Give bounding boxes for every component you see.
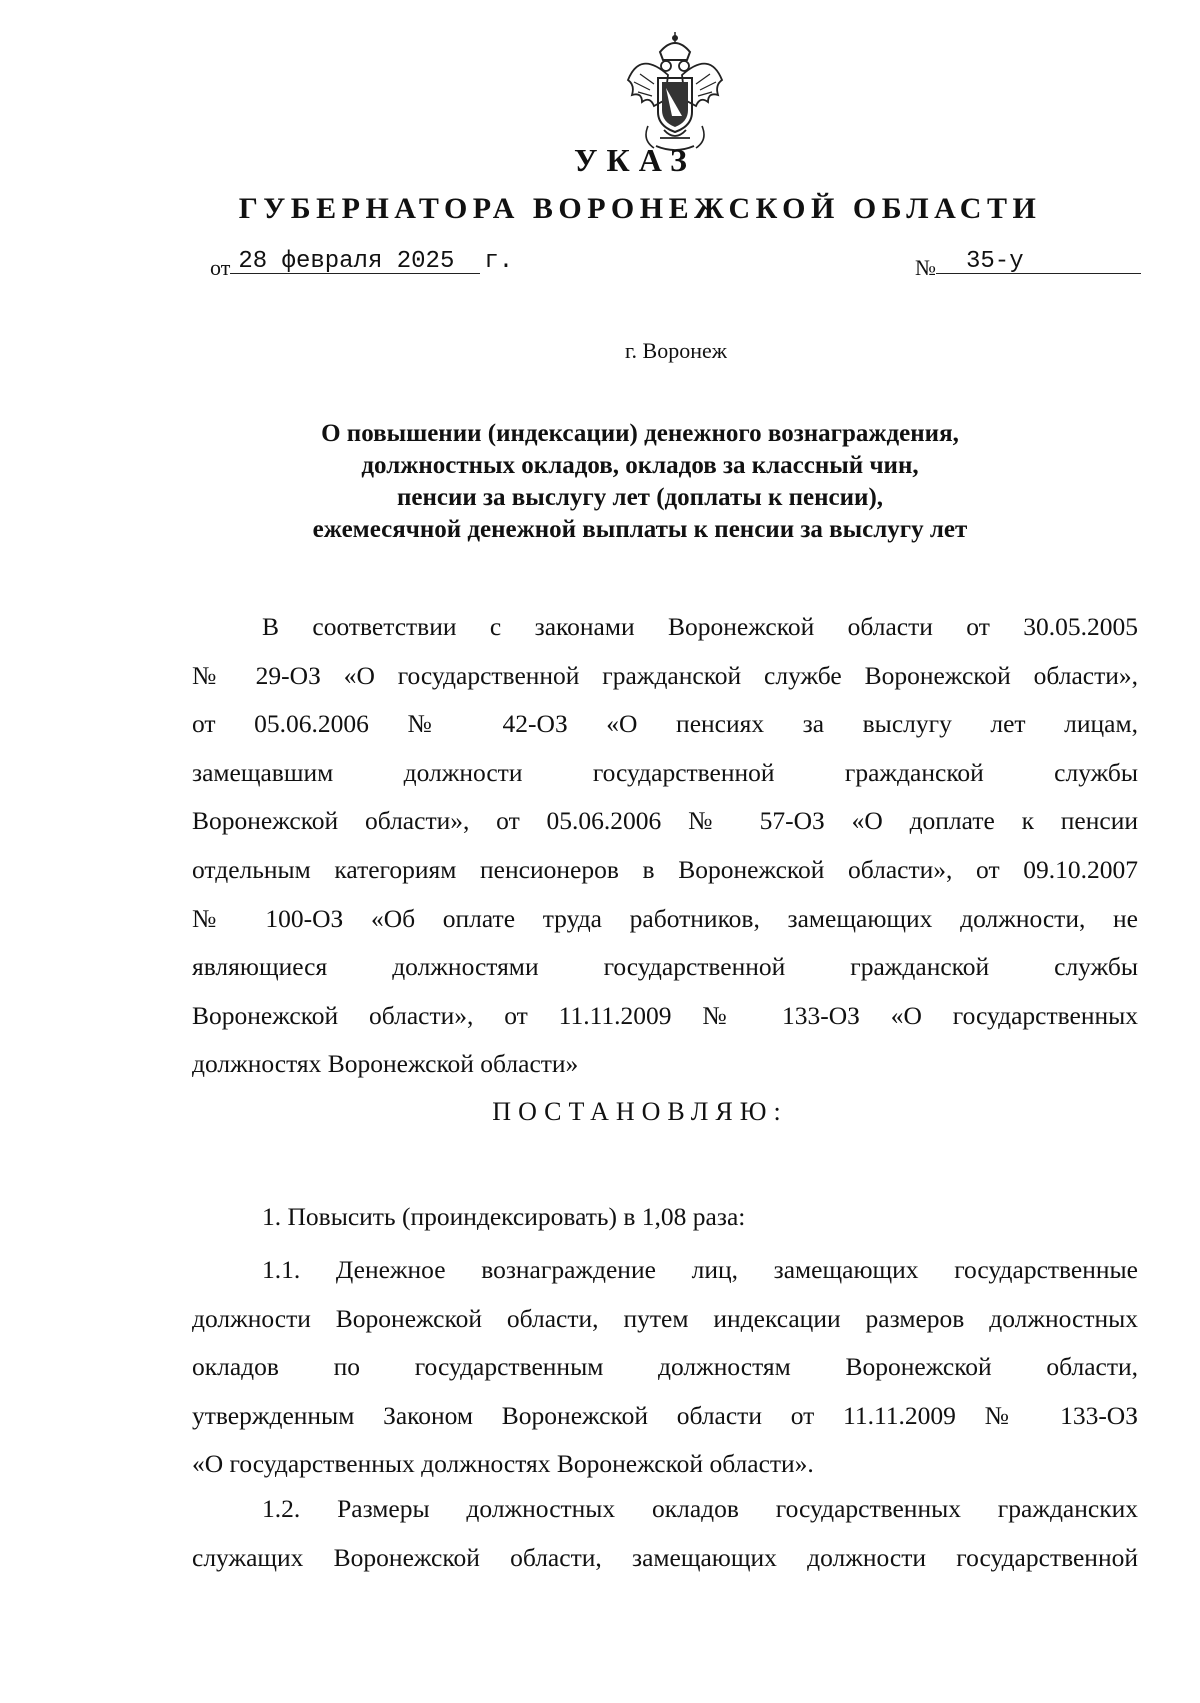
document-issuer: ГУБЕРНАТОРА ВОРОНЕЖСКОЙ ОБЛАСТИ: [238, 192, 1042, 225]
paragraph-line: являющиеся должностями государственной гражданской службы: [192, 952, 1138, 982]
paragraph-line: от 05.06.2006 № 42-ОЗ «О пенсиях за выслугу лет лицам,: [192, 709, 1138, 739]
city-label: г. Воронеж: [625, 338, 727, 363]
paragraph-line: Воронежской области», от 11.11.2009 № 133-ОЗ «О государственных: [192, 1000, 1138, 1030]
document-heading: [190, 418, 1090, 546]
number-field: [915, 248, 1141, 282]
paragraph-line: окладов по государственным должностям Воронежской области,: [192, 1352, 1138, 1382]
paragraph-line: № 100-ОЗ «Об оплате труда работников, замещающих должности, не: [192, 903, 1138, 933]
heading-line: ежемесячной денежной выплаты к пенсии за выслугу лет: [312, 516, 968, 543]
item-1: [192, 1193, 1138, 1242]
paragraph-line: 1.1. Денежное вознаграждение лиц, замещающих государственные: [262, 1255, 1138, 1284]
heading-line: О повышении (индексации) денежного вознаграждения,: [321, 420, 959, 447]
paragraph-line: должности Воронежской области, путем индексации размеров должностных: [192, 1303, 1138, 1333]
paragraph-line: Воронежской области», от 05.06.2006 № 57-ОЗ «О доплате к пенсии: [192, 806, 1138, 836]
number-prefix: №: [915, 255, 936, 280]
paragraph-line: отдельным категориям пенсионеров в Воронежской области», от 09.10.2007: [192, 854, 1138, 884]
heading-line: пенсии за выслугу лет (доплаты к пенсии),: [396, 484, 884, 511]
number-value: 35-у: [936, 251, 1141, 274]
decree-word: ПОСТАНОВЛЯЮ:: [492, 1097, 788, 1126]
preamble-paragraph: [192, 603, 1138, 1089]
date-value: 28 февраля 2025: [230, 251, 480, 274]
paragraph-line: утвержденным Законом Воронежской области от 11.11.2009 № 133-ОЗ: [192, 1400, 1138, 1430]
paragraph-line: 1. Повысить (проиндексировать) в 1,08 раза:: [262, 1202, 746, 1231]
heading-line: должностных окладов, окладов за классный чин,: [361, 452, 919, 479]
date-suffix: г.: [484, 248, 514, 275]
document-title: УКАЗ: [574, 142, 696, 178]
paragraph-line: В соответствии с законами Воронежской области от 30.05.2005: [262, 612, 1138, 641]
date-field: [210, 248, 514, 283]
paragraph-line: № 29-ОЗ «О государственной гражданской службе Воронежской области»,: [192, 660, 1138, 690]
item-1-1: [192, 1246, 1138, 1489]
date-prefix: от: [210, 255, 231, 280]
paragraph-line: «О государственных должностях Воронежской области».: [192, 1449, 814, 1479]
paragraph-line: замещавшим должности государственной гражданской службы: [192, 757, 1138, 787]
coat-of-arms-icon: [620, 30, 730, 160]
paragraph-line: служащих Воронежской области, замещающих должности государственной: [192, 1542, 1138, 1572]
paragraph-line: должностях Воронежской области»: [192, 1049, 579, 1079]
item-1-2: [192, 1485, 1138, 1582]
paragraph-line: 1.2. Размеры должностных окладов государственных гражданских: [262, 1494, 1138, 1523]
